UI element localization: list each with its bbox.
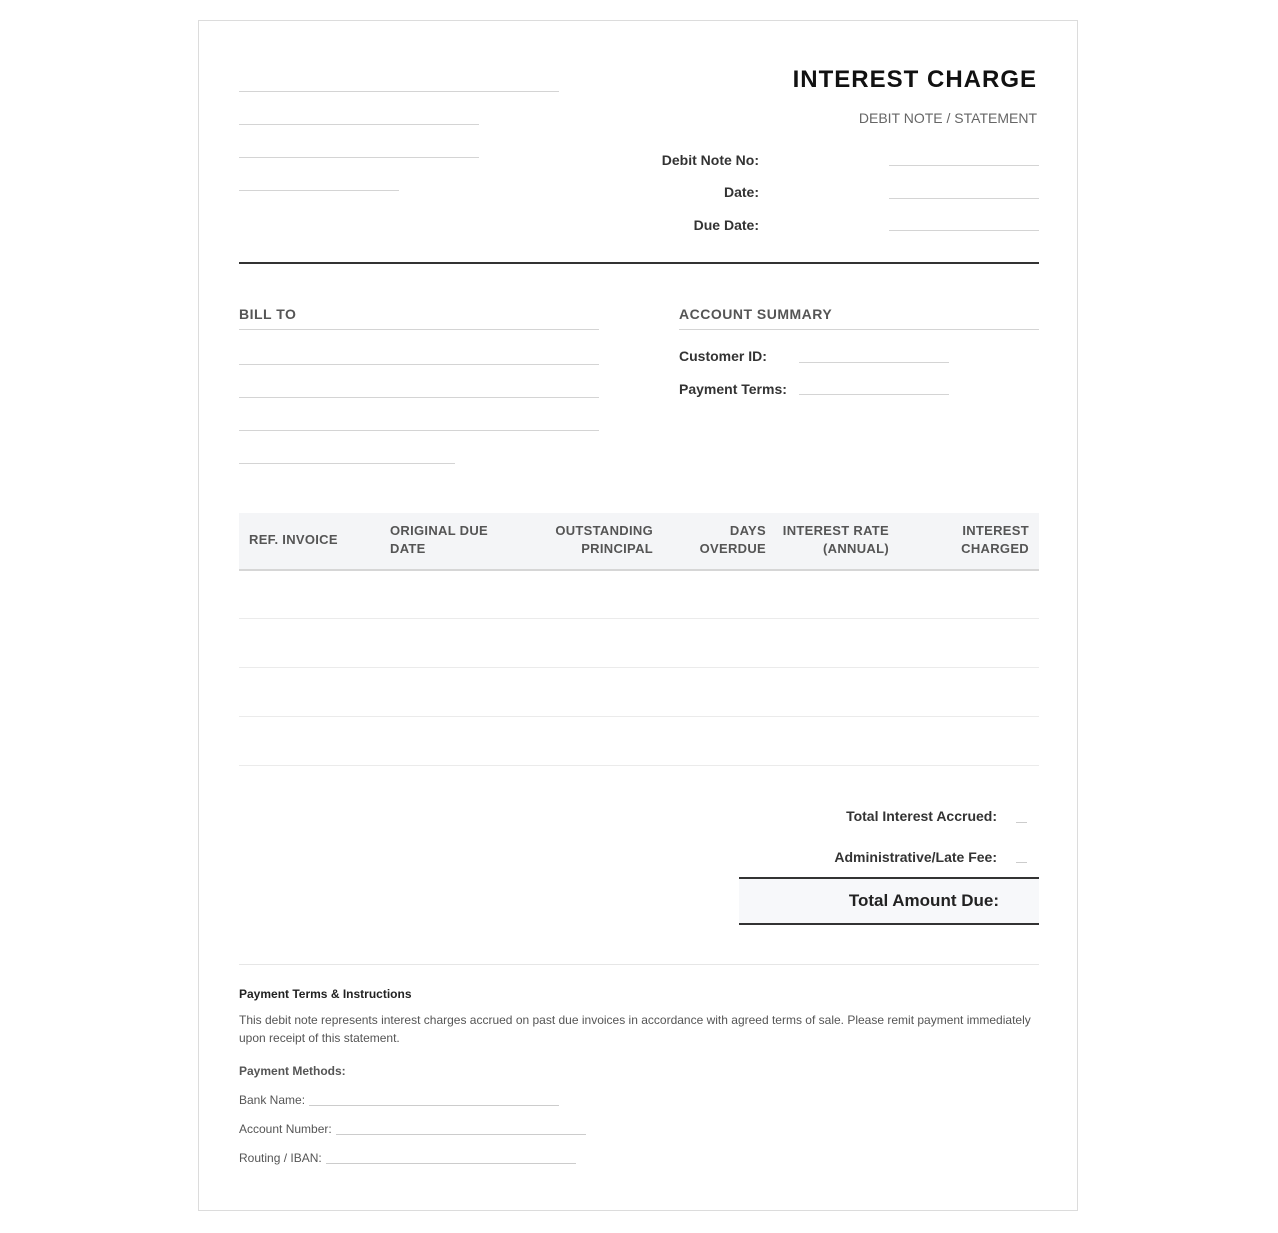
total-interest-accrued-value [1016,822,1027,823]
payment-terms-body: This debit note represents interest charges accrued on past due invoices in accordance with agreed terms of sale. Please remit payment immediately upon receipt of this statement. [239,1013,1031,1045]
admin-late-fee-value [1016,862,1027,863]
bill-to-title: BILL TO [239,306,297,322]
col-interest-rate: INTEREST RATE (ANNUAL) [782,523,889,556]
debit-note-document [198,20,1078,1211]
debit-note-number-label: Debit Note No: [661,152,759,168]
due-date-field[interactable] [889,230,1039,231]
bank-name-label: Bank Name: [239,1093,306,1107]
account-number-label: Account Number: [239,1122,332,1136]
routing-iban-row [239,1151,576,1165]
bank-name-field[interactable] [309,1095,559,1106]
customer-id-field[interactable] [799,362,949,363]
due-date-label: Due Date: [693,217,759,233]
footer-divider [239,964,1039,965]
bill-to-line-1[interactable] [239,364,599,365]
col-interest-charged: INTEREST CHARGED [961,523,1029,556]
payment-terms-field[interactable] [799,394,949,395]
admin-late-fee-label: Administrative/Late Fee: [834,849,997,865]
bill-to-line-4[interactable] [239,463,455,464]
col-outstanding-principal: OUTSTANDING PRINCIPAL [555,523,653,556]
routing-iban-field[interactable] [326,1153,576,1164]
routing-iban-label: Routing / IBAN: [239,1151,322,1165]
payment-terms-label: Payment Terms: [679,381,787,397]
col-original-due-date: ORIGINAL DUE DATE [390,523,488,556]
payment-terms-title: Payment Terms & Instructions [239,987,412,1001]
total-amount-due-label: Total Amount Due: [848,891,999,910]
table-row[interactable] [239,765,1039,766]
interest-table-header [239,513,1039,571]
col-days-overdue: DAYS OVERDUE [699,523,766,556]
col-ref-invoice: REF. INVOICE [249,532,338,547]
bill-to-title-underline [239,329,599,330]
payment-methods-title: Payment Methods: [239,1064,346,1078]
date-label: Date: [723,184,759,200]
customer-id-label: Customer ID: [679,348,767,364]
bill-to-line-3[interactable] [239,430,599,431]
date-field[interactable] [889,198,1039,199]
debit-note-number-field[interactable] [889,165,1039,166]
company-address-line-3 [239,190,399,191]
table-row[interactable] [239,667,1039,668]
table-row[interactable] [239,716,1039,717]
bank-name-row [239,1093,559,1107]
document-title: INTEREST CHARGE [792,66,1037,93]
header-divider [239,262,1039,264]
total-amount-due-box [739,877,1039,925]
company-address-line-2 [239,157,479,158]
account-number-field[interactable] [336,1124,586,1135]
company-address-line-1 [239,124,479,125]
document-subtitle: DEBIT NOTE / STATEMENT [858,110,1037,126]
account-summary-underline [679,329,1039,330]
total-interest-accrued-label: Total Interest Accrued: [846,808,997,824]
table-row[interactable] [239,618,1039,619]
company-name-line [239,91,559,92]
account-number-row [239,1122,586,1136]
account-summary-title: ACCOUNT SUMMARY [679,306,833,322]
bill-to-line-2[interactable] [239,397,599,398]
